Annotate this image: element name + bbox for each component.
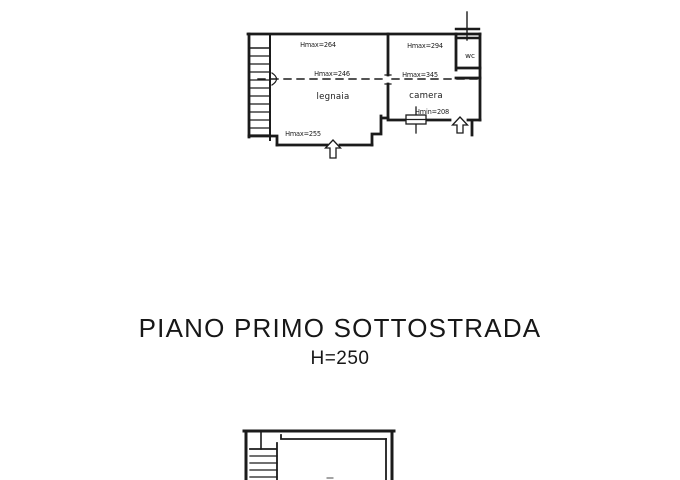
flue-vent-symbol [456, 12, 479, 40]
legnaia-height-top-label: Hmax=264 [300, 41, 336, 49]
legnaia-room-label: legnaia [316, 92, 350, 102]
camera-entrance-arrow [453, 117, 468, 133]
title-block [0, 314, 680, 370]
camera-height-top-label: Hmax=294 [407, 42, 443, 50]
lower-plan-staircase [250, 431, 277, 480]
camera-height-door-label: Hmin=208 [415, 108, 449, 116]
upper-plan-staircase [249, 36, 270, 140]
upper-floor-plan [248, 12, 480, 158]
lower-stair-treads [250, 456, 277, 477]
lower-floor-plan [244, 431, 394, 480]
plan-title: PIANO PRIMO SOTTOSTRADA [138, 313, 542, 343]
legnaia-height-bottom-label: Hmax=255 [285, 130, 321, 138]
plan-height-note: H=250 [310, 348, 370, 369]
camera-room-label: camera [409, 91, 443, 101]
camera-height-mid-label: Hmax=345 [402, 71, 438, 79]
lower-plan-inner-walls [281, 435, 386, 480]
wc-room-label: wc [465, 51, 475, 60]
legnaia-entrance-arrow [326, 140, 341, 158]
upper-plan-walls [248, 34, 480, 145]
legnaia-height-mid-label: Hmax=246 [314, 70, 350, 78]
stair-treads [250, 56, 270, 135]
